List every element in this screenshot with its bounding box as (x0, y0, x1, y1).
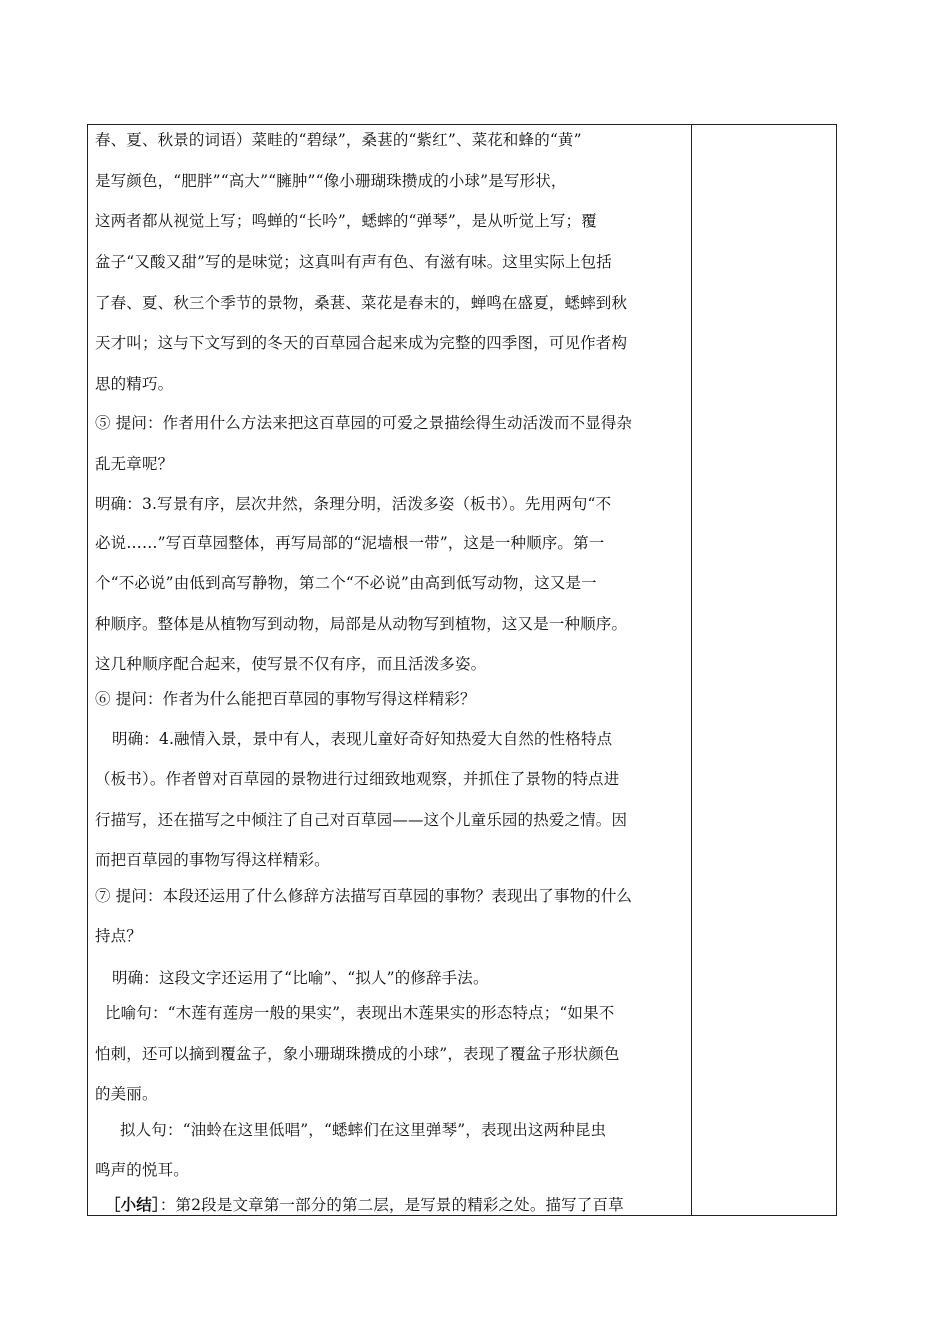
text-line: 盆子“又酸又甜”写的是味觉；这真叫有声有色、有滋有味。这里实际上包括 (95, 253, 612, 271)
question-6: ⑥ 提问：作者为什么能把百草园的事物写得这样精彩？ (95, 690, 476, 708)
personification-sentence: 拟人句：“油蛉在这里低唱”，“蟋蟀们在这里弹琴”，表现出这两种昆虫 (120, 1121, 607, 1139)
text-line: （板书）。作者曾对百草园的景物进行过细致地观察，并抓住了景物的特点进 (95, 770, 620, 788)
summary-text: ：第2段是文章第一部分的第二层，是写景的精彩之处。描写了百草 (159, 1196, 624, 1214)
text-line: 是写颜色，“肥胖”“高大”“臃肿”“像小珊瑚珠攒成的小球”是写形状， (95, 172, 567, 190)
text-line: 个“不必说”由低到高写静物，第二个“不必说”由高到低写动物，这又是一 (95, 574, 597, 592)
text-line: 行描写，还在描写之中倾注了自己对百草园——这个儿童乐园的热爱之情。因 (95, 811, 628, 829)
text-line: 的美丽。 (95, 1085, 158, 1103)
text-line: 这几种顺序配合起来，使写景不仅有序，而且活泼多姿。 (95, 655, 487, 673)
text-line: 种顺序。整体是从植物写到动物，局部是从动物写到植物，这又是一种顺序。 (95, 615, 628, 633)
text-line: 怕刺，还可以摘到覆盆子，象小珊瑚珠攒成的小球”，表现了覆盆子形状颜色 (95, 1045, 620, 1063)
lesson-table (87, 124, 837, 1216)
summary-label: ［小结］ (105, 1195, 160, 1214)
text-line: 了春、夏、秋三个季节的景物，桑葚、菜花是春末的，蝉鸣在盛夏，蟋蟀到秋 (95, 294, 628, 312)
summary-line (105, 1194, 624, 1215)
lesson-content-cell (95, 125, 687, 1215)
text-line: 天才叫；这与下文写到的冬天的百草园合起来成为完整的四季图，可见作者构 (95, 334, 628, 352)
answer-3: 明确：3.写景有序，层次井然，条理分明，活泼多姿（板书）。先用两句“不 (95, 495, 612, 513)
text-line: 春、夏、秋景的词语）菜畦的“碧绿”，桑葚的“紫红”、菜花和蜂的“黄” (95, 131, 582, 149)
text-line: 而把百草园的事物写得这样精彩。 (95, 851, 330, 869)
question-5: ⑤ 提问：作者用什么方法来把这百草园的可爱之景描绘得生动活泼而不显得杂 (95, 414, 633, 432)
answer-rhetoric: 明确：这段文字还运用了“比喻”、“拟人”的修辞手法。 (112, 969, 489, 987)
text-line: 持点？ (95, 927, 142, 945)
text-line: 思的精巧。 (95, 375, 174, 393)
text-line: 这两者都从视觉上写；鸣蝉的“长吟”，蟋蟀的“弹琴”，是从听觉上写；覆 (95, 212, 597, 230)
question-7: ⑦ 提问：本段还运用了什么修辞方法描写百草园的事物？表现出了事物的什么 (95, 887, 633, 905)
text-line: 必说……”写百草园整体，再写局部的“泥墙根一带”，这是一种顺序。第一 (95, 534, 605, 552)
notes-cell (692, 125, 836, 1215)
answer-4: 明确：4.融情入景，景中有人，表现儿童好奇好知热爱大自然的性格特点 (112, 730, 613, 748)
metaphor-sentence: 比喻句：“木莲有莲房一般的果实”，表现出木莲果实的形态特点；“如果不 (105, 1004, 615, 1022)
text-line: 鸣声的悦耳。 (95, 1161, 189, 1179)
text-line: 乱无章呢？ (95, 455, 174, 473)
